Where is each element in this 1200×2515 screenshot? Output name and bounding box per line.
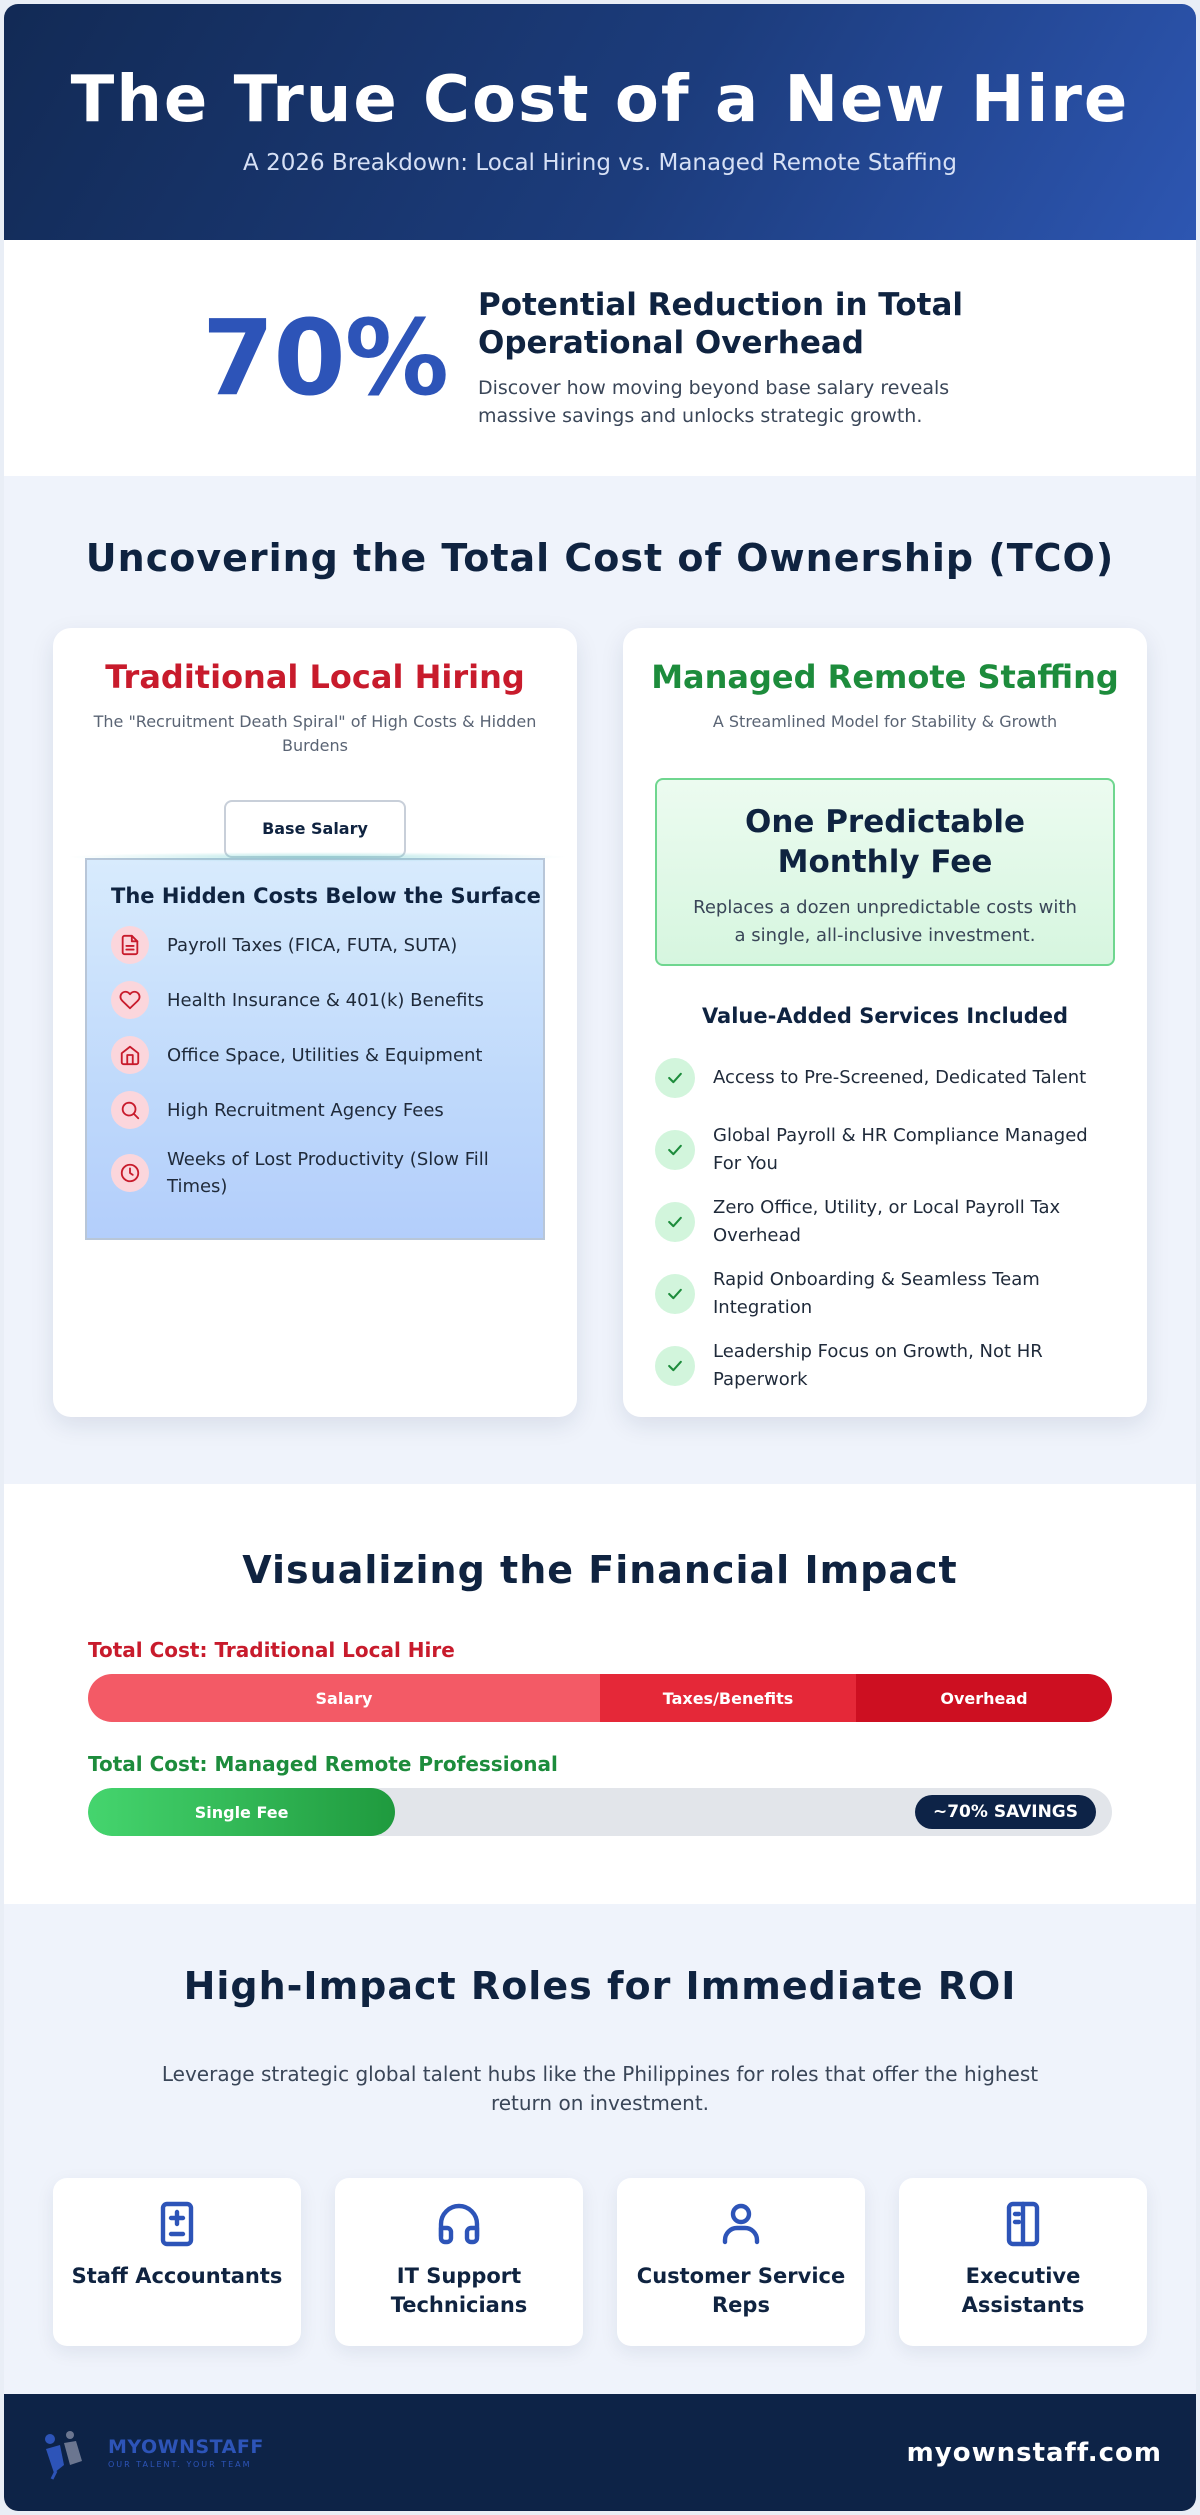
home-icon <box>111 1036 149 1074</box>
water-surface <box>65 852 569 862</box>
clock-icon <box>111 1154 149 1192</box>
logo-name: MYOWNSTAFF <box>108 2436 264 2458</box>
service-label: Rapid Onboarding & Seamless Team Integration <box>713 1269 1040 1318</box>
logo-text <box>108 2436 264 2469</box>
base-salary-box: Base Salary <box>224 800 406 858</box>
service-label: Access to Pre-Screened, Dedicated Talent <box>713 1067 1087 1088</box>
stat-text <box>478 286 998 430</box>
hidden-cost-label: Health Insurance & 401(k) Benefits <box>167 989 484 1011</box>
list-item <box>111 926 543 964</box>
services-title: Value-Added Services Included <box>701 1004 1069 1028</box>
roles-section <box>4 1904 1196 2394</box>
page-subtitle: A 2026 Breakdown: Local Hiring vs. Managed Remote Staffing <box>243 150 957 176</box>
heart-icon <box>111 981 149 1019</box>
website-link[interactable]: myownstaff.com <box>906 2437 1162 2468</box>
financial-title: Visualizing the Financial Impact <box>242 1548 958 1592</box>
list-item <box>111 981 543 1019</box>
hidden-cost-label: High Recruitment Agency Fees <box>167 1099 444 1121</box>
document-icon <box>111 926 149 964</box>
stat-description: Discover how moving beyond base salary reveals massive savings and unlocks strategic growth. <box>477 377 950 427</box>
hidden-costs-title: The Hidden Costs Below the Surface <box>111 884 541 908</box>
tco-section <box>4 476 1196 1484</box>
service-label: Zero Office, Utility, or Local Payroll Tax Overhead <box>713 1197 1061 1246</box>
page-title: The True Cost of a New Hire <box>70 63 1130 137</box>
traditional-bar-label: Total Cost: Traditional Local Hire <box>88 1638 455 1662</box>
list-item <box>111 1036 543 1074</box>
headset-icon <box>435 2233 483 2252</box>
calculator-icon <box>153 2233 201 2252</box>
monthly-fee-box <box>655 778 1115 966</box>
service-label: Global Payroll & HR Compliance Managed For You <box>713 1125 1088 1174</box>
taxes-segment: Taxes/Benefits <box>600 1674 856 1722</box>
check-icon <box>655 1130 695 1170</box>
remote-card <box>623 628 1147 1417</box>
check-icon <box>655 1274 695 1314</box>
roles-intro: Leverage strategic global talent hubs like the Philippines for roles that offer the highest return on investment. <box>161 2062 1039 2115</box>
hidden-costs-list <box>111 926 543 1200</box>
fee-description: Replaces a dozen unpredictable costs with a single, all-inclusive investment. <box>693 897 1077 946</box>
overhead-segment: Overhead <box>856 1674 1112 1722</box>
list-item <box>655 1266 1147 1322</box>
role-card <box>53 2178 301 2346</box>
search-icon <box>111 1091 149 1129</box>
logo-mark-icon <box>38 2425 102 2481</box>
remote-bar-label: Total Cost: Managed Remote Professional <box>88 1752 558 1776</box>
role-name: IT Support Technicians <box>390 2264 528 2317</box>
traditional-title: Traditional Local Hiring <box>105 658 525 696</box>
binder-icon <box>999 2233 1047 2252</box>
company-logo <box>38 2425 264 2481</box>
stat-section <box>4 240 1196 476</box>
role-name: Staff Accountants <box>71 2264 283 2288</box>
services-list <box>655 1050 1147 1394</box>
footer <box>4 2394 1196 2511</box>
infographic <box>4 4 1196 2511</box>
remote-title: Managed Remote Staffing <box>651 658 1119 696</box>
role-name: Executive Assistants <box>961 2264 1085 2317</box>
service-label: Leadership Focus on Growth, Not HR Paperwork <box>713 1341 1043 1390</box>
single-fee-segment: Single Fee <box>88 1788 395 1836</box>
user-icon <box>717 2233 765 2252</box>
stat-headline: Potential Reduction in Total Operational Overhead <box>477 287 963 361</box>
remote-subtitle: A Streamlined Model for Stability & Growth <box>712 712 1058 731</box>
list-item <box>655 1050 1147 1106</box>
hidden-cost-label: Weeks of Lost Productivity (Slow Fill Times) <box>167 1149 489 1197</box>
salary-segment: Salary <box>88 1674 600 1722</box>
check-icon <box>655 1202 695 1242</box>
traditional-cost-bar <box>88 1674 1112 1722</box>
tco-title: Uncovering the Total Cost of Ownership (TCO) <box>85 536 1115 580</box>
role-cards <box>4 2178 1196 2346</box>
traditional-subtitle: The "Recruitment Death Spiral" of High Costs & Hidden Burdens <box>93 712 537 755</box>
list-item <box>655 1338 1147 1394</box>
list-item <box>111 1146 543 1200</box>
hero-header <box>4 4 1196 240</box>
savings-badge: ~70% SAVINGS <box>915 1795 1096 1829</box>
roles-title: High-Impact Roles for Immediate ROI <box>183 1964 1017 2008</box>
traditional-card <box>53 628 577 1417</box>
role-card <box>335 2178 583 2346</box>
list-item <box>655 1122 1147 1178</box>
financial-section <box>4 1484 1196 1904</box>
tco-cards <box>4 628 1196 1417</box>
role-card <box>617 2178 865 2346</box>
check-icon <box>655 1058 695 1098</box>
stat-value: 70% <box>202 297 448 419</box>
check-icon <box>655 1346 695 1386</box>
hidden-cost-label: Office Space, Utilities & Equipment <box>167 1044 483 1066</box>
hidden-cost-label: Payroll Taxes (FICA, FUTA, SUTA) <box>167 934 458 956</box>
role-card <box>899 2178 1147 2346</box>
remote-cost-bar <box>88 1788 1112 1836</box>
logo-tagline: OUR TALENT. YOUR TEAM <box>108 2460 252 2469</box>
hidden-costs-panel <box>85 858 545 1240</box>
list-item <box>655 1194 1147 1250</box>
fee-title: One Predictable Monthly Fee <box>744 804 1026 880</box>
list-item <box>111 1091 543 1129</box>
role-name: Customer Service Reps <box>636 2264 846 2317</box>
